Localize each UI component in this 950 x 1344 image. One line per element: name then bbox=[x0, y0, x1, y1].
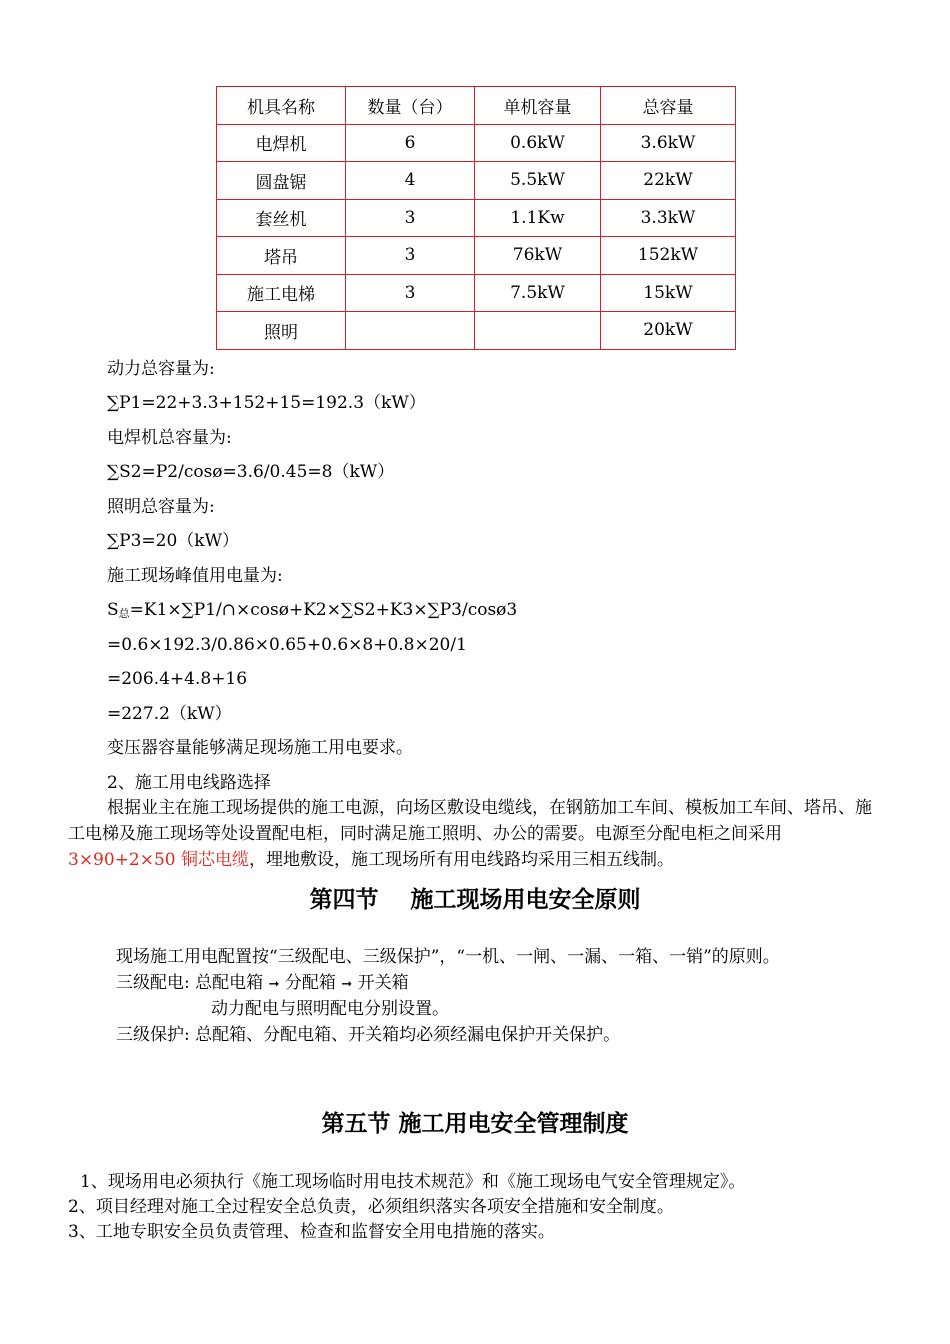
table-cell: 0.6kW bbox=[475, 124, 601, 162]
table-cell: 圆盘锯 bbox=[217, 162, 346, 200]
header-cell-unit-capacity: 单机容量 bbox=[475, 87, 601, 125]
table-cell: 3 bbox=[346, 199, 475, 237]
table-row bbox=[217, 162, 736, 200]
section-5-heading: 第五节 施工用电安全管理制度 bbox=[321, 1111, 629, 1137]
formula-body: =K1×∑P1/∩×cosø+K2×∑S2+K3×∑P3/cosø3 bbox=[129, 600, 518, 620]
section-4-protection-line bbox=[116, 1024, 620, 1046]
section-4-principle: 现场施工用电配置按“三级配电、三级保护”，“一机、一闸、一漏、一箱、一销”的原则。 bbox=[116, 947, 780, 967]
section-5-item: 2、项目经理对施工全过程安全总负责，必须组织落实各项安全措施和安全制度。 bbox=[68, 1197, 674, 1217]
formula-subscript: 总 bbox=[118, 607, 130, 620]
section-4-heading: 第四节 施工现场用电安全原则 bbox=[309, 887, 641, 913]
section-4-distribution-line bbox=[116, 972, 409, 996]
equipment-capacity-table bbox=[216, 86, 736, 350]
table-cell: 22kW bbox=[601, 162, 736, 200]
table-cell: 3 bbox=[346, 237, 475, 275]
header-cell-name: 机具名称 bbox=[217, 87, 346, 125]
calc-line-result: =227.2（kW） bbox=[107, 704, 232, 724]
table-cell: 套丝机 bbox=[217, 199, 346, 237]
distribution-label: 三级配电: bbox=[116, 973, 190, 993]
calc-line-peak-formula bbox=[107, 599, 517, 625]
table-row bbox=[217, 199, 736, 237]
switch-box: 开关箱 bbox=[357, 973, 409, 993]
table-cell: 15kW bbox=[601, 274, 736, 312]
header-cell-total-capacity: 总容量 bbox=[601, 87, 736, 125]
table-cell bbox=[475, 312, 601, 350]
section-5-item: 1、现场用电必须执行《施工现场临时用电技术规范》和《施工现场电气安全管理规定》。 bbox=[80, 1172, 746, 1192]
table-cell: 塔吊 bbox=[217, 237, 346, 275]
calc-line-substitution: =0.6×192.3/0.86×0.65+0.6×8+0.8×20/1 bbox=[107, 635, 467, 655]
table-cell: 电焊机 bbox=[217, 124, 346, 162]
arrow-right-icon: ➞ bbox=[341, 977, 353, 992]
table-cell: 3.3kW bbox=[601, 199, 736, 237]
formula-symbol: S bbox=[107, 600, 119, 620]
sub-distribution-box: 分配箱 bbox=[284, 973, 336, 993]
table-cell: 20kW bbox=[601, 312, 736, 350]
section-2-title: 2、施工用电线路选择 bbox=[107, 773, 271, 793]
calc-line-sum: =206.4+4.8+16 bbox=[107, 669, 248, 689]
cable-spec-highlight: 3×90+2×50 铜芯电缆 bbox=[68, 850, 250, 870]
table-cell: 照明 bbox=[217, 312, 346, 350]
table-cell: 5.5kW bbox=[475, 162, 601, 200]
main-distribution-box: 总配电箱 bbox=[195, 973, 264, 993]
table-cell bbox=[346, 312, 475, 350]
table-header-row bbox=[217, 87, 736, 125]
table-row bbox=[217, 124, 736, 162]
calc-line-power-formula: ∑P1=22+3.3+152+15=192.3（kW） bbox=[107, 393, 426, 413]
section-4-separate-setting: 动力配电与照明配电分别设置。 bbox=[211, 999, 449, 1019]
arrow-right-icon: ➞ bbox=[268, 977, 280, 992]
protection-label: 三级保护: bbox=[116, 1025, 190, 1045]
section-5-item: 3、工地专职安全员负责管理、检查和监督安全用电措施的落实。 bbox=[68, 1222, 555, 1242]
table-cell: 7.5kW bbox=[475, 274, 601, 312]
paragraph-text: ，埋地敷设，施工现场所有用电线路均采用三相五线制。 bbox=[249, 850, 675, 870]
table-cell: 4 bbox=[346, 162, 475, 200]
table-cell: 76kW bbox=[475, 237, 601, 275]
calc-line-welder-formula: ∑S2=P2/cosø=3.6/0.45=8（kW） bbox=[107, 462, 395, 482]
calc-line-conclusion: 变压器容量能够满足现场施工用电要求。 bbox=[107, 738, 413, 758]
calc-line-peak-label: 施工现场峰值用电量为: bbox=[107, 566, 283, 586]
table-cell: 3.6kW bbox=[601, 124, 736, 162]
table-cell: 1.1Kw bbox=[475, 199, 601, 237]
table-row bbox=[217, 312, 736, 350]
calc-line-power-label: 动力总容量为: bbox=[107, 359, 215, 379]
section-2-paragraph bbox=[68, 795, 888, 873]
calc-line-lighting-label: 照明总容量为: bbox=[107, 497, 215, 517]
table-cell: 3 bbox=[346, 274, 475, 312]
header-cell-qty: 数量（台） bbox=[346, 87, 475, 125]
table-cell: 152kW bbox=[601, 237, 736, 275]
table-cell: 施工电梯 bbox=[217, 274, 346, 312]
paragraph-text: 根据业主在施工现场提供的施工电源，向场区敷设电缆线，在钢筋加工车间、模板加工车间、塔吊、施工电梯及施工现场等处设置配电柜，同时满足施工照明、办公的需要。电源至分配电柜之间采用 bbox=[68, 798, 872, 844]
table-row bbox=[217, 237, 736, 275]
calc-line-lighting-formula: ∑P3=20（kW） bbox=[107, 531, 240, 551]
calc-line-welder-label: 电焊机总容量为: bbox=[107, 428, 232, 448]
protection-text: 总配箱、分配电箱、开关箱均必须经漏电保护开关保护。 bbox=[195, 1025, 621, 1045]
table-cell: 6 bbox=[346, 124, 475, 162]
table-row bbox=[217, 274, 736, 312]
